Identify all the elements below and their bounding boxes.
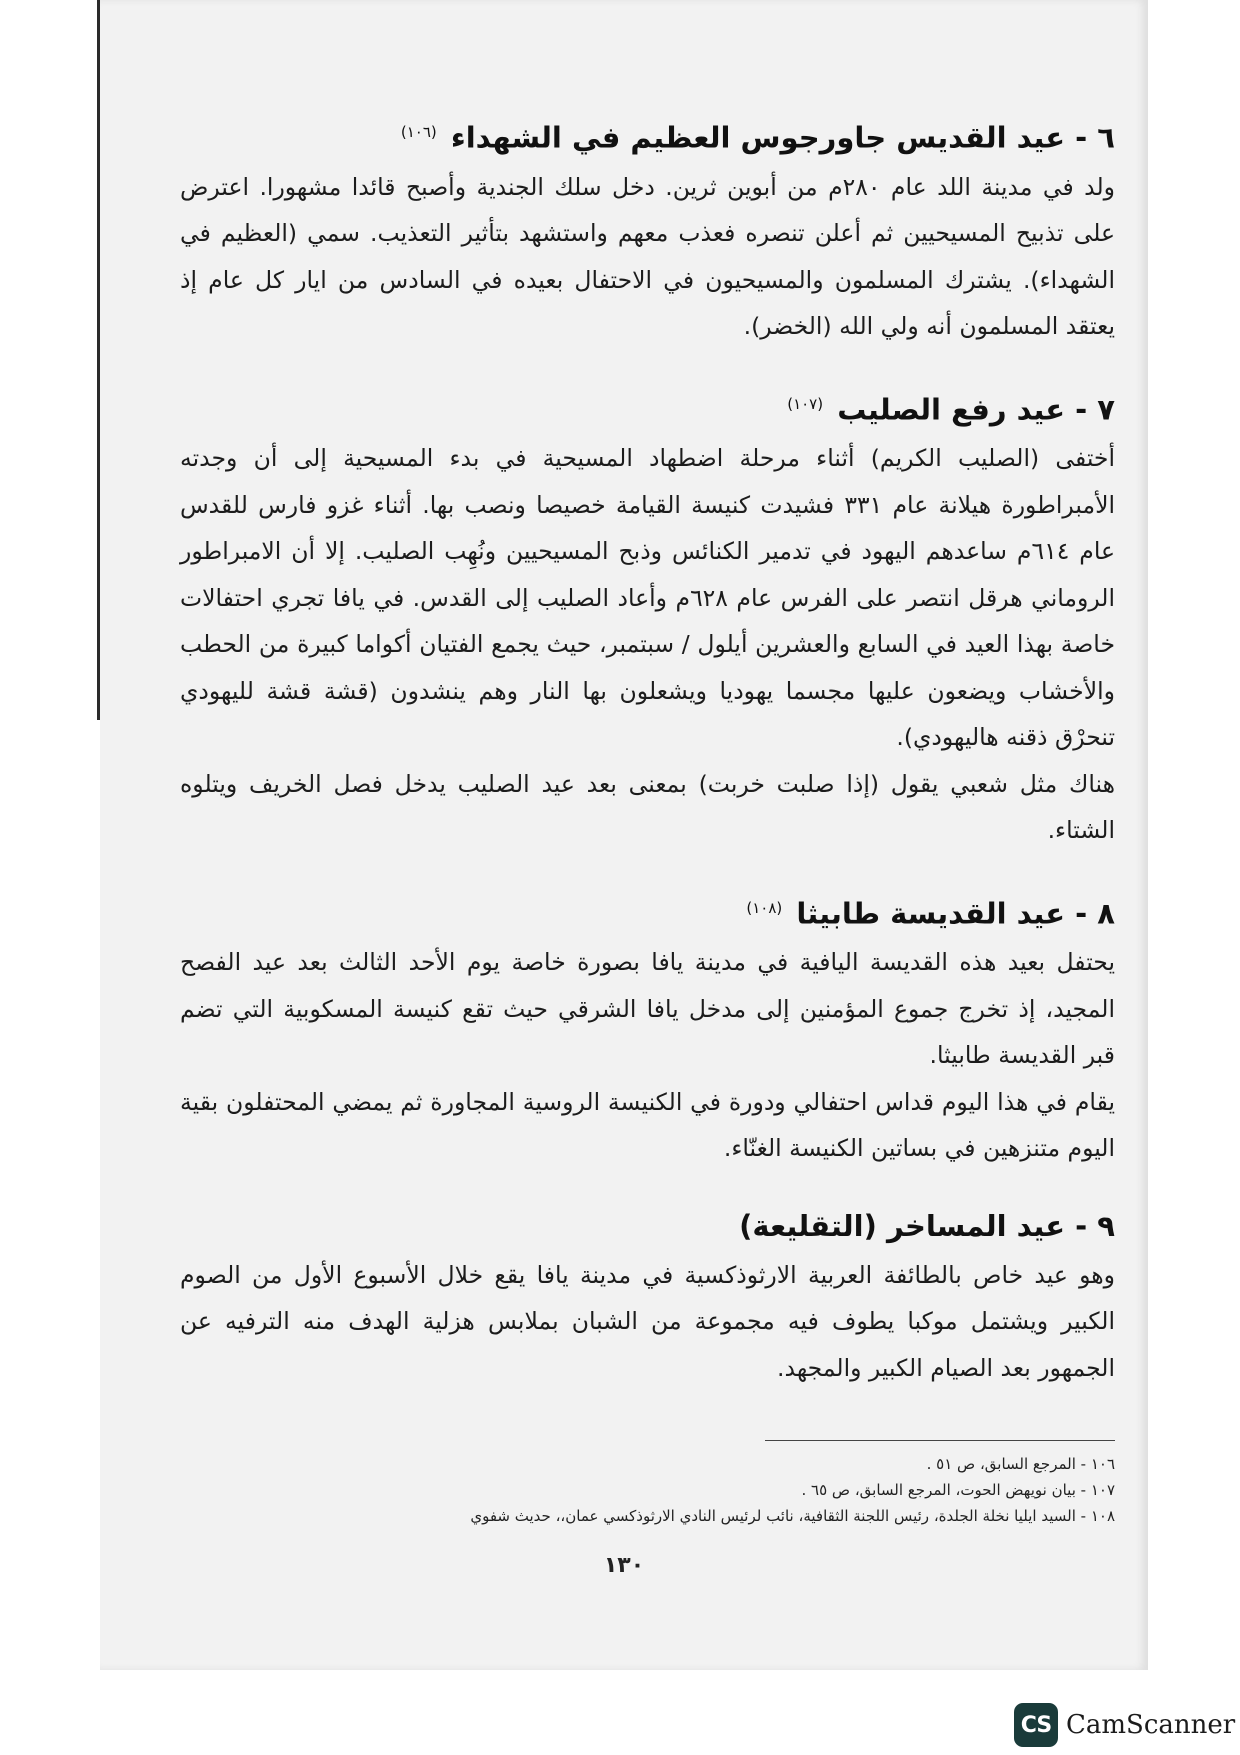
paragraph: وهو عيد خاص بالطائفة العربية الارثوذكسية في مدينة يافا يقع خلال الأسبوع الأول من الصوم الكبير ويشتمل موكبا يطوف فيه مجموعة من الشبان بملابس هزلية الهدف منه الترفيه عن الجمهور بعد الصيام الكبير والمجهد. bbox=[180, 1260, 1115, 1382]
footnote-ref: (١٠٧) bbox=[787, 394, 824, 413]
footnote-ref: (١٠٨) bbox=[746, 898, 783, 917]
footnote-divider bbox=[765, 1440, 1115, 1441]
section-heading: ٩ - عيد المساخر (التقليعة) bbox=[739, 1208, 1115, 1243]
page-body bbox=[180, 112, 1115, 1425]
section-heading: ٨ - عيد القديسة طابيثا $^{(١٠٨)}$ bbox=[746, 896, 1115, 931]
section-7 bbox=[180, 384, 1115, 854]
paragraph: يحتفل بعيد هذه القديسة اليافية في مدينة يافا بصورة خاصة يوم الأحد الثالث بعد عيد الفصح المجيد، إذ تخرج جموع المؤمنين إلى مدخل يافا الشرقي حيث تقع كنيسة المسكوبية التي تضم قبر القديسة طابيثا. bbox=[180, 948, 1115, 1070]
paragraph: ولد في مدينة اللد عام ٢٨٠م من أبوين ثرين. دخل سلك الجندية وأصبح قائدا مشهورا. اعترض على تذبيح المسيحيين ثم أعلن تنصره فعذب معهم واستشهد بتأثير التعذيب. سمي (العظيم في الشهداء). يشترك المسلمون والمسيحيون في الاحتفال بعيده في السادس من ايار كل عام إذ يعتقد المسلمون أنه ولي الله (الخضر). bbox=[180, 172, 1115, 341]
page-number: ١٣٠ bbox=[603, 1553, 645, 1578]
camscanner-label: CamScanner bbox=[1066, 1710, 1236, 1740]
section-6 bbox=[180, 112, 1115, 350]
footnotes bbox=[180, 1440, 1115, 1529]
camscanner-logo-icon: CS bbox=[1014, 1703, 1058, 1747]
footnote-ref: (١٠٦) bbox=[400, 123, 437, 141]
left-margin bbox=[0, 0, 100, 1670]
camscanner-watermark bbox=[1014, 1703, 1235, 1747]
paragraph: هناك مثل شعبي يقول (إذا صلبت خربت) بمعنى بعد عيد الصليب يدخل فصل الخريف ويتلوه الشتاء. bbox=[180, 769, 1115, 845]
paragraph: أختفى (الصليب الكريم) أثناء مرحلة اضطهاد المسيحية في بدء المسيحية إلى أن وجدته الأمبراطورة هيلانة عام ٣٣١ فشيدت كنيسة القيامة خصيصا ونصب بها. أثناء غزو فارس للقدس عام ٦١٤م ساعدهم اليهود في تدمير الكنائس وذبح المسيحيين ونُهِب الصليب. إلا أن الامبراطور الروماني هرقل انتصر على الفرس عام ٦٢٨م وأعاد الصليب إلى القدس. في يافا تجري احتفالات خاصة بهذا العيد في السابع والعشرين أيلول / سبتمبر، حيث يجمع الفتيان أكواما كبيرة من الحطب والأخشاب ويضعون عليها مجسما يهوديا ويشعلون بها النار وهم ينشدون (قشة قشة لليهودي تنحرْق ذقنه هاليهودي). bbox=[180, 444, 1115, 752]
footnote: ١٠٦ - المرجع السابق، ص ٥١ . bbox=[926, 1455, 1115, 1473]
section-9 bbox=[180, 1206, 1115, 1392]
section-heading: ٧ - عيد رفع الصليب $^{(١٠٧)}$ bbox=[787, 392, 1115, 427]
paragraph: يقام في هذا اليوم قداس احتفالي ودورة في الكنيسة الروسية المجاورة ثم يمضي المحتفلون بقية اليوم متنزهين في بساتين الكنيسة الغنّاء. bbox=[180, 1087, 1115, 1163]
footnote: ١٠٧ - بيان نويهض الحوت، المرجع السابق، ص ٦٥ . bbox=[801, 1481, 1115, 1499]
footnote: ١٠٨ - السيد ايليا نخلة الجلدة، رئيس اللجنة الثقافية، نائب لرئيس النادي الارثوذكسي عمان،، حديث شفوي bbox=[470, 1507, 1115, 1525]
section-heading: ٦ - عيد القديس جاورجوس العظيم في الشهداء $^{(١٠٦)}$ bbox=[400, 120, 1115, 155]
section-8 bbox=[180, 888, 1115, 1172]
document-page bbox=[100, 0, 1148, 1670]
